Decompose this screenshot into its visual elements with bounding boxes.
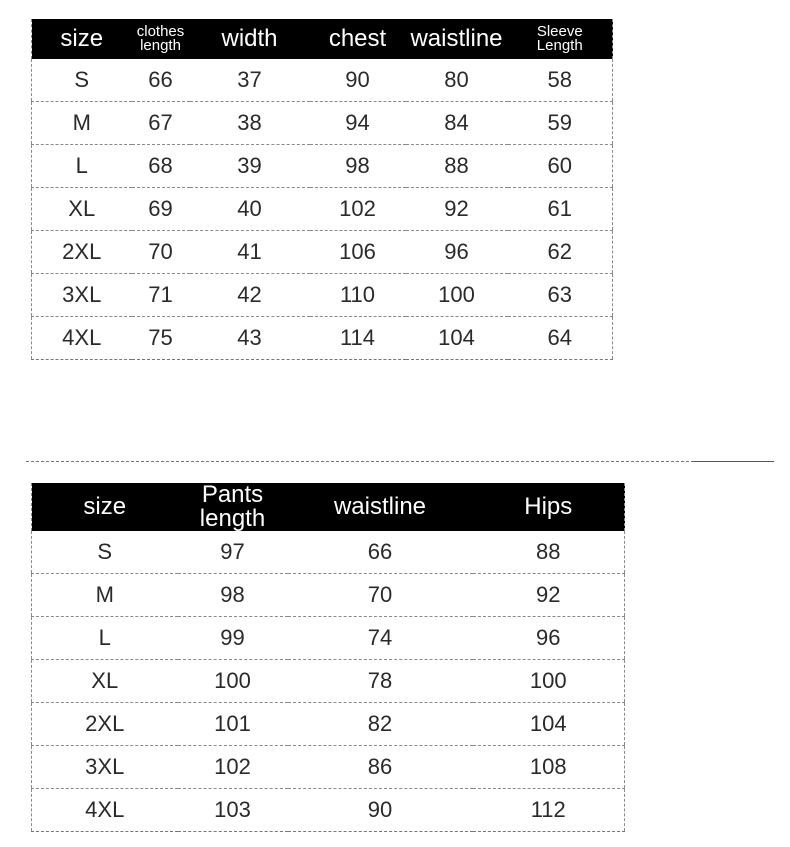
- tops-size-table: [31, 19, 613, 360]
- cell-clothes-length: 66: [132, 59, 190, 102]
- cell-width: 37: [190, 59, 310, 102]
- cell-sleeve-length: 62: [508, 231, 613, 274]
- cell-pants-length: 97: [178, 531, 288, 574]
- header-width: width: [190, 19, 310, 59]
- table-row: [32, 317, 613, 360]
- cell-clothes-length: 70: [132, 231, 190, 274]
- cell-pants-length: 100: [178, 660, 288, 703]
- header-hips: Hips: [473, 483, 625, 531]
- header-size: size: [32, 19, 132, 59]
- pants-header-row: [32, 483, 625, 531]
- header-waistline: waistline: [406, 19, 508, 59]
- cell-width: 39: [190, 145, 310, 188]
- section-divider: [26, 461, 774, 462]
- cell-chest: 98: [310, 145, 406, 188]
- cell-size: S: [32, 531, 178, 574]
- cell-sleeve-length: 59: [508, 102, 613, 145]
- cell-size: M: [32, 574, 178, 617]
- cell-size: XL: [32, 660, 178, 703]
- table-row: [32, 188, 613, 231]
- cell-clothes-length: 68: [132, 145, 190, 188]
- table-row: [32, 574, 625, 617]
- cell-pants-length: 98: [178, 574, 288, 617]
- cell-width: 41: [190, 231, 310, 274]
- table-row: [32, 703, 625, 746]
- header-sleeve-length-line1: Sleeve: [536, 22, 583, 40]
- cell-size: XL: [32, 188, 132, 231]
- cell-size: 4XL: [32, 317, 132, 360]
- cell-hips: 108: [473, 746, 625, 789]
- cell-pants-length: 103: [178, 789, 288, 832]
- cell-clothes-length: 71: [132, 274, 190, 317]
- header-size: size: [32, 483, 178, 531]
- cell-size: L: [32, 617, 178, 660]
- cell-chest: 94: [310, 102, 406, 145]
- cell-chest: 90: [310, 59, 406, 102]
- cell-width: 40: [190, 188, 310, 231]
- cell-waistline: 84: [406, 102, 508, 145]
- table-row: [32, 660, 625, 703]
- cell-hips: 96: [473, 617, 625, 660]
- cell-clothes-length: 69: [132, 188, 190, 231]
- cell-width: 42: [190, 274, 310, 317]
- pants-size-table: [31, 483, 625, 832]
- section-divider-accent: [693, 461, 774, 462]
- table-row: [32, 274, 613, 317]
- cell-size: M: [32, 102, 132, 145]
- cell-chest: 106: [310, 231, 406, 274]
- cell-waistline: 90: [288, 789, 473, 832]
- table-row: [32, 59, 613, 102]
- table-row: [32, 746, 625, 789]
- cell-chest: 102: [310, 188, 406, 231]
- cell-sleeve-length: 58: [508, 59, 613, 102]
- cell-waistline: 88: [406, 145, 508, 188]
- cell-waistline: 104: [406, 317, 508, 360]
- cell-waistline: 70: [288, 574, 473, 617]
- cell-hips: 104: [473, 703, 625, 746]
- cell-sleeve-length: 60: [508, 145, 613, 188]
- cell-waistline: 66: [288, 531, 473, 574]
- cell-waistline: 86: [288, 746, 473, 789]
- header-clothes-length-line2: length: [140, 37, 181, 54]
- cell-sleeve-length: 61: [508, 188, 613, 231]
- header-waistline: waistline: [288, 483, 473, 531]
- header-pants-length: Pants length: [178, 483, 288, 531]
- header-clothes-length: [132, 19, 190, 59]
- cell-hips: 100: [473, 660, 625, 703]
- cell-size: S: [32, 59, 132, 102]
- cell-sleeve-length: 64: [508, 317, 613, 360]
- cell-waistline: 80: [406, 59, 508, 102]
- table-row: [32, 102, 613, 145]
- tops-header-row: [32, 19, 613, 59]
- table-row: [32, 617, 625, 660]
- cell-size: L: [32, 145, 132, 188]
- cell-waistline: 78: [288, 660, 473, 703]
- cell-pants-length: 99: [178, 617, 288, 660]
- cell-size: 2XL: [32, 703, 178, 746]
- cell-hips: 112: [473, 789, 625, 832]
- cell-size: 3XL: [32, 746, 178, 789]
- cell-waistline: 96: [406, 231, 508, 274]
- table-row: [32, 789, 625, 832]
- cell-chest: 110: [310, 274, 406, 317]
- table-row: [32, 531, 625, 574]
- cell-width: 43: [190, 317, 310, 360]
- header-sleeve-length: [508, 19, 613, 59]
- cell-width: 38: [190, 102, 310, 145]
- cell-clothes-length: 67: [132, 102, 190, 145]
- cell-waistline: 100: [406, 274, 508, 317]
- cell-sleeve-length: 63: [508, 274, 613, 317]
- cell-size: 2XL: [32, 231, 132, 274]
- cell-waistline: 82: [288, 703, 473, 746]
- cell-size: 4XL: [32, 789, 178, 832]
- header-chest: chest: [310, 19, 406, 59]
- cell-clothes-length: 75: [132, 317, 190, 360]
- cell-waistline: 74: [288, 617, 473, 660]
- cell-hips: 92: [473, 574, 625, 617]
- header-clothes-length-line1: clothes: [136, 22, 185, 40]
- cell-pants-length: 101: [178, 703, 288, 746]
- cell-pants-length: 102: [178, 746, 288, 789]
- table-row: [32, 231, 613, 274]
- cell-waistline: 92: [406, 188, 508, 231]
- header-sleeve-length-line2: Length: [536, 37, 583, 54]
- cell-size: 3XL: [32, 274, 132, 317]
- table-row: [32, 145, 613, 188]
- cell-chest: 114: [310, 317, 406, 360]
- cell-hips: 88: [473, 531, 625, 574]
